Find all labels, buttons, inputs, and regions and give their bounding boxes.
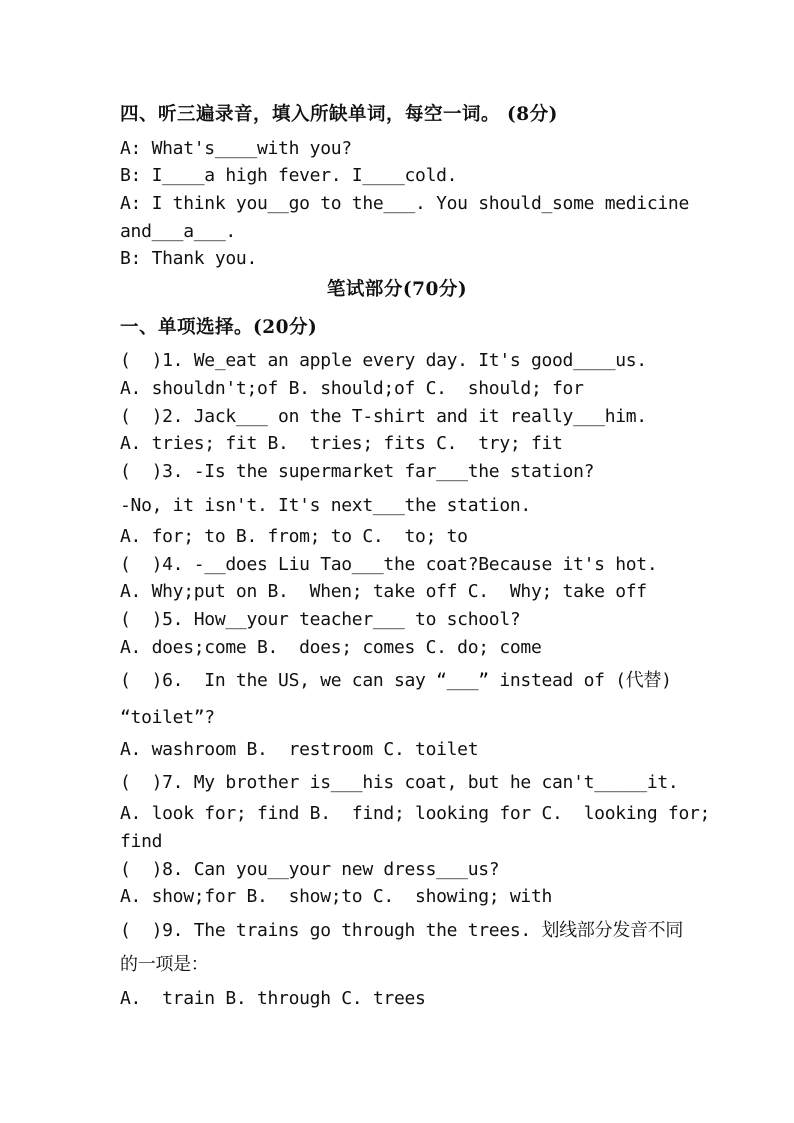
question-line: ( )7. My brother is___his coat, but he can't_____it.: [120, 772, 679, 793]
question-line: ( )3. -Is the supermarket far___the station?: [120, 461, 595, 482]
question-line: ( )5. How__your teacher___ to school?: [120, 609, 521, 630]
options-line: find: [120, 831, 163, 852]
question-line: ( )1. We_eat an apple every day. It's good____us.: [120, 350, 647, 371]
options-line: A. tries; fit B. tries; fits C. try; fit: [120, 433, 563, 454]
dialogue-line: B: I____a high fever. I____cold.: [120, 165, 458, 186]
options-line: A. washroom B. restroom C. toilet: [120, 739, 479, 760]
options-line: A. look for; find B. find; looking for C. looking for;: [120, 803, 711, 824]
dialogue-line: B: Thank you.: [120, 248, 257, 269]
question-line: ( )8. Can you__your new dress___us?: [120, 859, 500, 880]
options-line: A. for; to B. from; to C. to; to: [120, 526, 468, 547]
question-line: “toilet”?: [120, 707, 215, 728]
question-line: ( )9. The trains go through the trees. 划线部分发音不同: [120, 920, 684, 941]
question-line: ( )2. Jack___ on the T-shirt and it really___him.: [120, 406, 647, 427]
options-line: A. Why;put on B. When; take off C. Why; take off: [120, 581, 647, 602]
question-line: 的一项是：: [120, 954, 209, 975]
dialogue-line: and___a___.: [120, 221, 236, 242]
options-line: A. show;for B. show;to C. showing; with: [120, 886, 553, 907]
options-line: A. train B. through C. trees: [120, 988, 426, 1009]
question-line: -No, it isn't. It's next___the station.: [120, 495, 531, 516]
options-line: A. does;come B. does; comes C. do; come: [120, 637, 542, 658]
options-line: A. shouldn't;of B. should;of C. should; for: [120, 378, 584, 399]
written-part-title: 笔试部分(70分): [326, 279, 468, 300]
listening-section-title: 四、听三遍录音，填入所缺单词，每空一词。 (8分): [120, 104, 558, 125]
question-line: ( )4. -__does Liu Tao___the coat?Because it's hot.: [120, 554, 658, 575]
section1-title: 一、单项选择。(20分): [120, 317, 318, 338]
dialogue-line: A: What's____with you?: [120, 138, 352, 159]
dialogue-line: A: I think you__go to the___. You should_some medicine: [120, 193, 689, 214]
question-line: ( )6. In the US, we can say “___” instead of (代替): [120, 670, 672, 691]
